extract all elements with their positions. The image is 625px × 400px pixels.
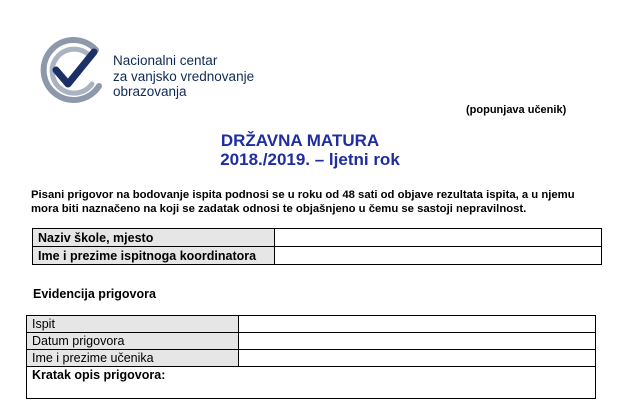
student-name-field[interactable] (239, 350, 596, 367)
school-name-label: Naziv škole, mjesto (33, 229, 275, 247)
complaint-date-field[interactable] (239, 333, 596, 350)
complaint-description-label: Kratak opis prigovora: (32, 368, 166, 382)
exam-label: Ispit (27, 316, 239, 333)
document-subtitle: 2018./2019. – ljetni rok (220, 150, 400, 169)
table-row (27, 367, 596, 399)
complaint-date-label: Datum prigovora (27, 333, 239, 350)
complaint-section-heading: Evidencija prigovora (33, 287, 156, 301)
ncvvo-logo-icon (34, 34, 109, 109)
table-row (33, 247, 602, 265)
coordinator-name-label: Ime i prezime ispitnoga koordinatora (33, 247, 275, 265)
school-name-field[interactable] (275, 229, 602, 247)
table-row (27, 333, 596, 350)
org-name-line-3: obrazovanja (113, 84, 187, 99)
table-row (33, 229, 602, 247)
table-row (27, 316, 596, 333)
fill-note: (popunjava učenik) (466, 104, 567, 116)
complaint-table (26, 315, 596, 399)
exam-field[interactable] (239, 316, 596, 333)
table-row (27, 350, 596, 367)
coordinator-name-field[interactable] (275, 247, 602, 265)
student-name-label: Ime i prezime učenika (27, 350, 239, 367)
organization-name (113, 53, 254, 100)
complaint-description-field[interactable] (27, 367, 596, 399)
document-title: DRŽAVNA MATURA (220, 131, 380, 150)
org-name-line-1: Nacionalni centar (113, 53, 218, 68)
instruction-text: Pisani prigovor na bodovanje ispita podnosi se u roku od 48 sati od objave rezultata ispita, a u njemu mora biti naznačeno na koji se zadatak odnosi te objašnjeno u čemu se sastoji nepravilnost. (31, 189, 575, 215)
school-info-table (32, 228, 602, 265)
org-name-line-2: za vanjsko vrednovanje (113, 68, 255, 84)
